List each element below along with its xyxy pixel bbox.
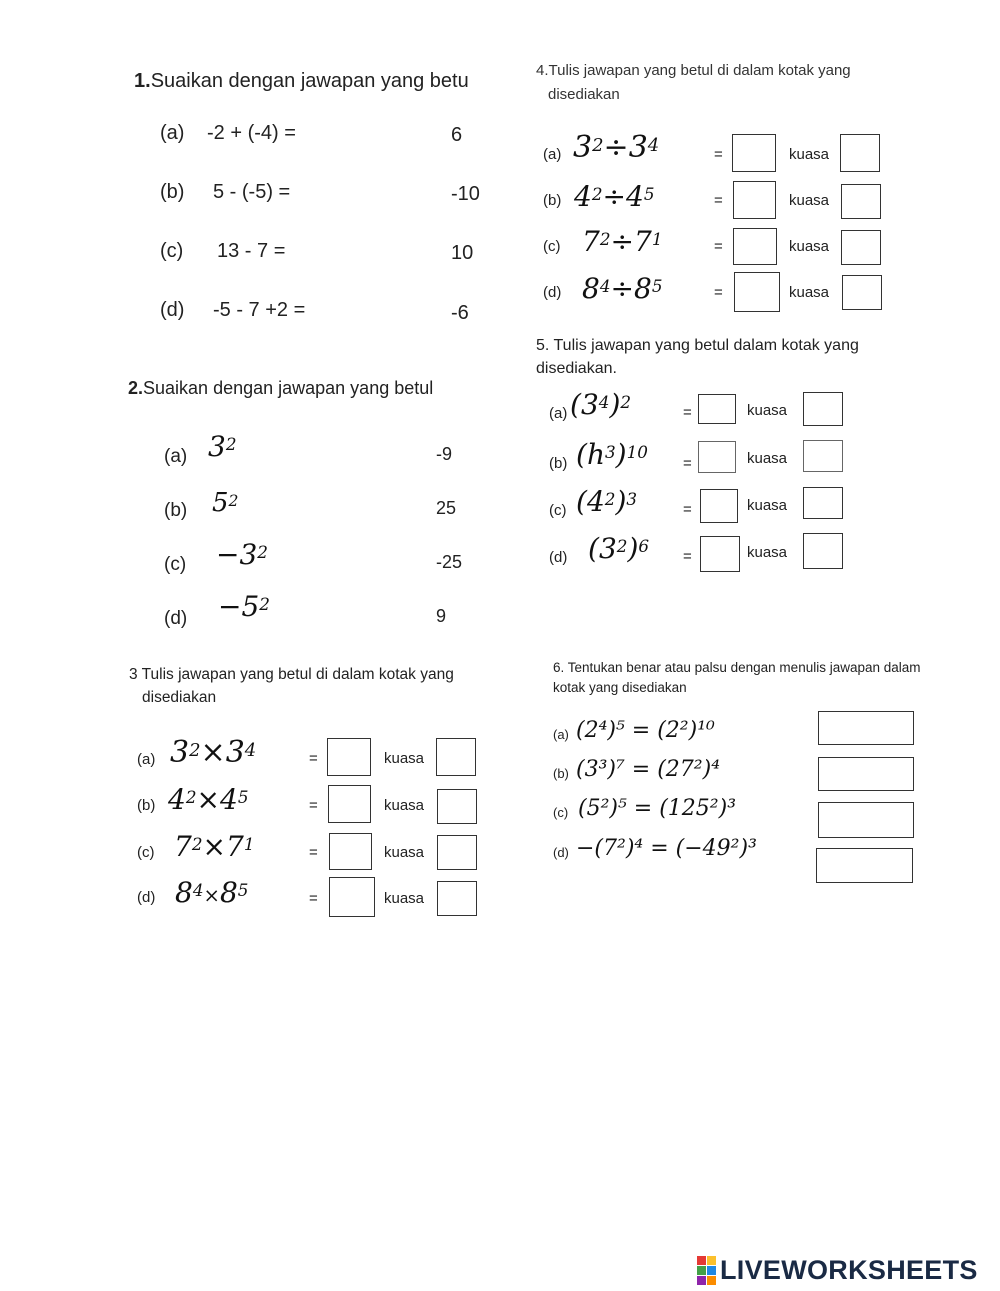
q1-c-answer: 10 <box>451 242 474 264</box>
q2-b-label: (b) <box>164 500 188 521</box>
q1-b-expr: 5 - (-5) = <box>213 181 291 203</box>
logo-text: LIVEWORKSHEETS <box>720 1254 978 1285</box>
q5-c-equals: = <box>683 501 692 518</box>
q5-b-expr: $(h^3)^{10}$ <box>576 438 648 471</box>
q4-title-line1: 4.Tulis jawapan yang betul di dalam kotak yang <box>536 62 851 79</box>
q3-b-answer-box[interactable] <box>328 785 371 823</box>
q3-c-power-box[interactable] <box>437 835 477 870</box>
q5-d-kuasa: kuasa <box>747 544 788 561</box>
q3-b-equals: = <box>309 797 318 814</box>
q2-b-answer: 25 <box>436 498 457 518</box>
q3-b-power-box[interactable] <box>437 789 477 824</box>
q4-a-equals: = <box>714 146 723 163</box>
q4-b-expr: $4^2\div 4^5$ <box>574 180 655 213</box>
q3-a-equals: = <box>309 750 318 767</box>
q2-a-answer: -9 <box>436 444 453 464</box>
q2-title: 2.Suaikan dengan jawapan yang betul <box>128 378 434 398</box>
q2-c-label: (c) <box>164 554 187 575</box>
q2-a-expr: $3^2$ <box>208 430 237 463</box>
q4-d-answer-box[interactable] <box>734 272 780 312</box>
q3-title-line1: 3 Tulis jawapan yang betul di dalam kotak yang <box>129 666 454 683</box>
q5-a-equals: = <box>683 404 692 421</box>
q3-c-expr: $7^2\times 7^1$ <box>174 830 255 863</box>
q6-d-expr: −(7²)⁴ = (−49²)³ <box>576 836 757 861</box>
q1-c-label: (c) <box>160 240 184 262</box>
q6-a-answer-box[interactable] <box>818 711 914 745</box>
q2-d-answer: 9 <box>436 606 447 626</box>
q5-d-answer-box[interactable] <box>700 536 740 572</box>
q4-b-power-box[interactable] <box>841 184 881 219</box>
q4-d-kuasa: kuasa <box>789 284 830 301</box>
q1-d-answer: -6 <box>451 302 469 324</box>
q6-c-answer-box[interactable] <box>818 802 914 838</box>
q1-a-answer: 6 <box>451 124 463 146</box>
q1-c-expr: 13 - 7 = <box>217 240 286 262</box>
q5-c-kuasa: kuasa <box>747 497 788 514</box>
q3-c-equals: = <box>309 844 318 861</box>
q4-c-answer-box[interactable] <box>733 228 777 265</box>
q5-d-expr: $(3^2)^6$ <box>588 532 650 565</box>
q3-d-equals: = <box>309 890 318 907</box>
q5-a-answer-box[interactable] <box>698 394 736 424</box>
liveworksheets-logo[interactable] <box>697 1253 978 1287</box>
q5-b-power-box[interactable] <box>803 440 843 472</box>
q5-b-answer-box[interactable] <box>698 441 736 473</box>
q3-a-kuasa: kuasa <box>384 750 425 767</box>
q1-a-label: (a) <box>160 122 185 144</box>
q4-c-expr: $7^2\div 7^1$ <box>582 225 663 258</box>
q6-d-label: (d) <box>553 845 569 860</box>
q5-b-label: (b) <box>549 455 568 472</box>
q3-c-label: (c) <box>137 844 155 861</box>
q1-a-expr: -2 + (-4) = <box>207 122 296 144</box>
q2-d-expr: $-5^2$ <box>218 590 270 623</box>
q5-d-label: (d) <box>549 549 568 566</box>
q6-b-expr: (3³)⁷ = (27²)⁴ <box>576 757 721 782</box>
q3-d-expr: $8^4\times 8^5$ <box>175 876 249 909</box>
q3-a-power-box[interactable] <box>436 738 476 776</box>
q5-c-expr: $(4^2)^3$ <box>576 485 638 518</box>
q4-title-line2: disediakan <box>548 86 620 103</box>
q6-title-line1: 6. Tentukan benar atau palsu dengan menulis jawapan dalam <box>553 660 921 675</box>
q4-a-power-box[interactable] <box>840 134 880 172</box>
q3-d-answer-box[interactable] <box>329 877 375 917</box>
q4-c-kuasa: kuasa <box>789 238 830 255</box>
q4-c-label: (c) <box>543 238 561 255</box>
q2-c-answer: -25 <box>436 552 463 572</box>
q1-title: 1.Suaikan dengan jawapan yang betu <box>134 70 469 92</box>
q3-d-kuasa: kuasa <box>384 890 425 907</box>
q4-d-expr: $8^4\div 8^5$ <box>582 272 663 305</box>
q4-a-expr: $3^2\div 3^4$ <box>573 130 660 165</box>
q4-a-kuasa: kuasa <box>789 146 830 163</box>
q3-a-expr: $3^2\times 3^4$ <box>170 735 257 770</box>
q1-d-label: (d) <box>160 299 185 321</box>
q4-c-equals: = <box>714 238 723 255</box>
q4-b-answer-box[interactable] <box>733 181 776 219</box>
q2-b-expr: $5^2$ <box>212 488 239 518</box>
q2-d-label: (d) <box>164 608 188 629</box>
q5-c-answer-box[interactable] <box>700 489 738 523</box>
q5-d-equals: = <box>683 548 692 565</box>
q6-a-expr: (2⁴)⁵ = (2²)¹⁰ <box>576 718 715 743</box>
q5-b-equals: = <box>683 455 692 472</box>
q3-b-label: (b) <box>137 797 156 814</box>
q3-b-expr: $4^2\times 4^5$ <box>168 783 249 816</box>
q6-b-answer-box[interactable] <box>818 757 914 791</box>
q5-d-power-box[interactable] <box>803 533 843 569</box>
q5-title-line2: disediakan. <box>536 360 617 377</box>
q5-a-kuasa: kuasa <box>747 402 788 419</box>
q4-d-power-box[interactable] <box>842 275 882 310</box>
q5-a-power-box[interactable] <box>803 392 843 426</box>
q4-c-power-box[interactable] <box>841 230 881 265</box>
q1-d-expr: -5 - 7 +2 = <box>213 299 306 321</box>
q4-b-kuasa: kuasa <box>789 192 830 209</box>
logo-blocks-icon <box>697 1256 716 1285</box>
q1-b-answer: -10 <box>451 183 480 205</box>
q3-c-answer-box[interactable] <box>329 833 372 870</box>
q2-c-expr: $-3^2$ <box>216 538 268 571</box>
q4-a-label: (a) <box>543 146 562 163</box>
q4-d-equals: = <box>714 284 723 301</box>
q5-c-label: (c) <box>549 502 567 519</box>
q4-a-answer-box[interactable] <box>732 134 776 172</box>
q3-c-kuasa: kuasa <box>384 844 425 861</box>
q5-a-label: (a) <box>549 405 568 422</box>
q6-a-label: (a) <box>553 727 569 742</box>
q3-a-label: (a) <box>137 751 156 768</box>
q3-d-label: (d) <box>137 889 156 906</box>
q5-c-power-box[interactable] <box>803 487 843 519</box>
q6-c-label: (c) <box>553 805 569 820</box>
q6-d-answer-box[interactable] <box>816 848 913 883</box>
q3-d-power-box[interactable] <box>437 881 477 916</box>
q5-title-line1: 5. Tulis jawapan yang betul dalam kotak yang <box>536 337 859 354</box>
q5-a-expr: $(3^4)^2$ <box>570 388 632 421</box>
q4-d-label: (d) <box>543 284 562 301</box>
q5-b-kuasa: kuasa <box>747 450 788 467</box>
q6-title-line2: kotak yang disediakan <box>553 680 687 695</box>
q4-b-equals: = <box>714 192 723 209</box>
q1-b-label: (b) <box>160 181 185 203</box>
q6-b-label: (b) <box>553 766 569 781</box>
q3-title-line2: disediakan <box>142 689 217 706</box>
q6-c-expr: (5²)⁵ = (125²)³ <box>578 796 737 821</box>
q3-b-kuasa: kuasa <box>384 797 425 814</box>
q2-a-label: (a) <box>164 446 188 467</box>
q3-a-answer-box[interactable] <box>327 738 371 776</box>
q4-b-label: (b) <box>543 192 562 209</box>
